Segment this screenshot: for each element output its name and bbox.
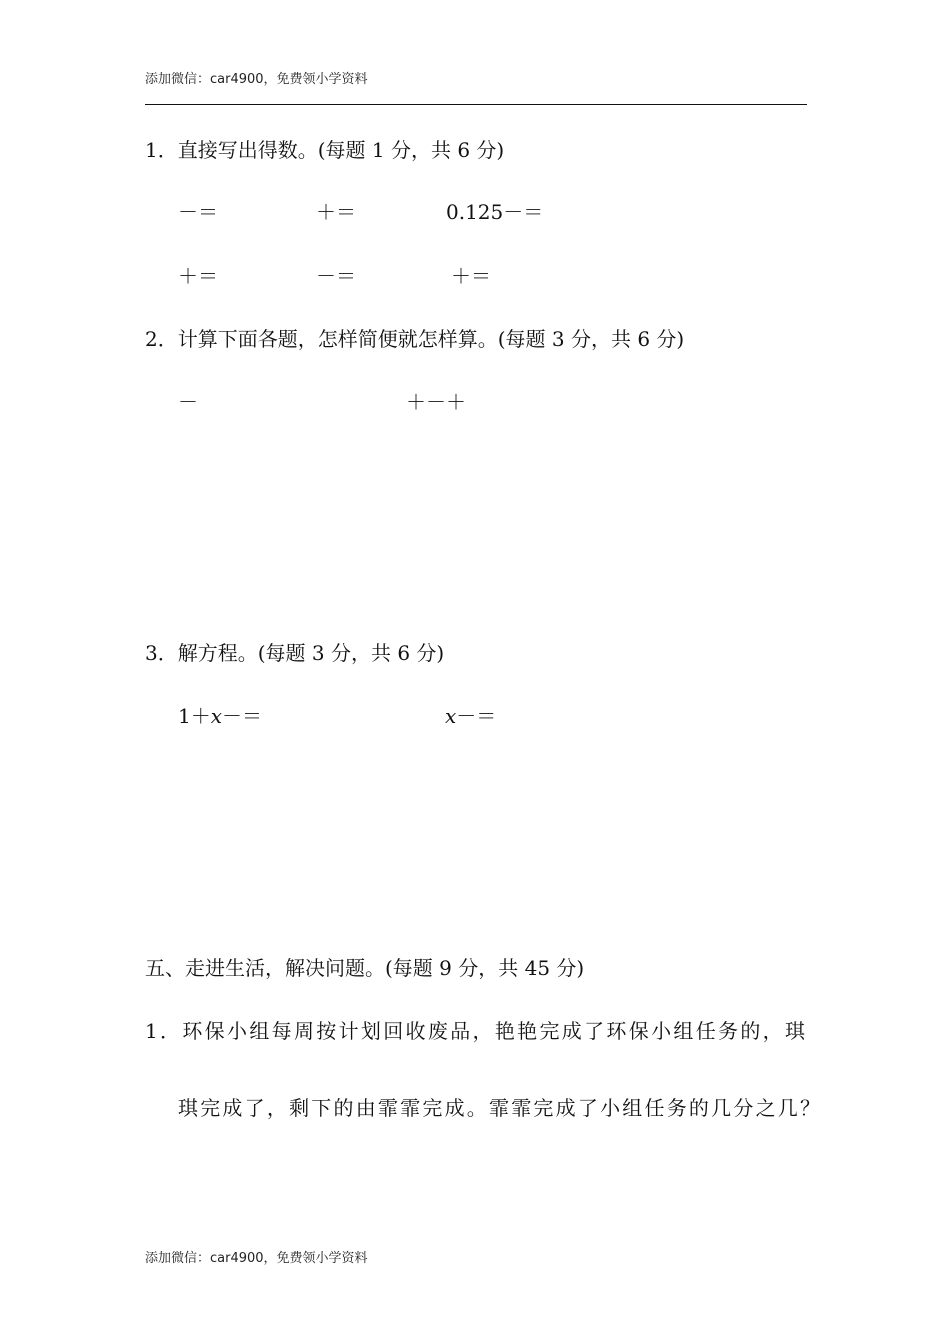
header-divider <box>145 104 807 105</box>
q3-title: 3．解方程。(每题 3 分，共 6 分) <box>145 641 445 665</box>
q3-equation-1: 1＋x－＝ <box>178 704 263 728</box>
q2-title: 2．计算下面各题，怎样简便就怎样算。(每题 3 分，共 6 分) <box>145 327 685 351</box>
header-note: 添加微信：car4900，免费领小学资料 <box>145 72 368 87</box>
q1-title: 1．直接写出得数。(每题 1 分，共 6 分) <box>145 138 505 162</box>
q1-expr-2: ＋＝ <box>316 200 356 224</box>
q1-expr-3: 0.125－＝ <box>446 200 544 224</box>
q1-expr-4: ＋＝ <box>178 264 218 288</box>
q1-expr-1: －＝ <box>178 200 218 224</box>
section5-problem1-line1: 1．环保小组每周按计划回收废品，艳艳完成了环保小组任务的，琪 <box>145 1019 805 1043</box>
q3-equation-2: x－＝ <box>445 704 497 728</box>
q2-expr-1: － <box>178 390 198 414</box>
section5-problem1-line2: 琪完成了，剩下的由霏霏完成。霏霏完成了小组任务的几分之几？ <box>178 1096 820 1120</box>
section5-title: 五、走进生活，解决问题。(每题 9 分，共 45 分) <box>145 956 585 980</box>
footer-note: 添加微信：car4900，免费领小学资料 <box>145 1251 368 1266</box>
q1-expr-5: －＝ <box>316 264 356 288</box>
q2-expr-2: ＋－＋ <box>406 390 466 414</box>
q1-expr-6: ＋＝ <box>451 264 491 288</box>
